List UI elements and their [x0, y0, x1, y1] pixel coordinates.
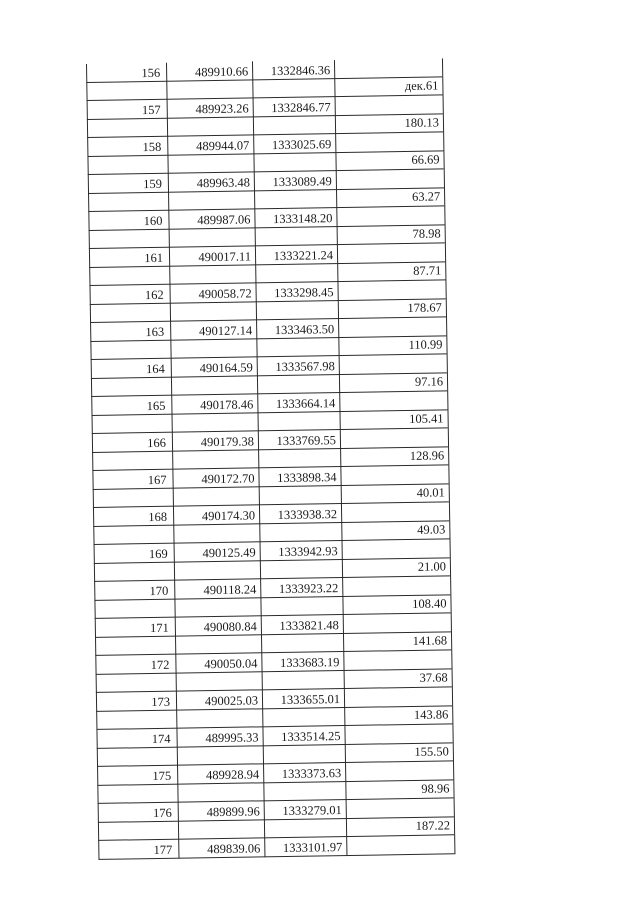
point-number [92, 451, 172, 470]
point-number [90, 340, 170, 359]
segment-length [339, 354, 447, 373]
segment-length: 63.27 [411, 188, 441, 204]
y-coordinate [255, 264, 337, 283]
segment-length: 108.40 [412, 595, 447, 611]
y-coordinate [257, 375, 339, 394]
x-coordinate [166, 80, 252, 99]
y-coordinate: 1333221.24 [273, 248, 334, 264]
point-number [89, 266, 169, 285]
segment-length [335, 132, 443, 151]
x-coordinate [177, 783, 263, 802]
y-coordinate: 1332846.36 [270, 63, 331, 79]
y-coordinate: 1333821.48 [279, 618, 339, 634]
x-coordinate [170, 339, 256, 358]
segment-length: 110.99 [408, 336, 443, 352]
y-coordinate: 1333089.49 [272, 174, 332, 190]
segment-length [336, 206, 444, 225]
segment-length [336, 169, 444, 188]
point-number: 162 [144, 287, 164, 303]
point-number: 157 [141, 102, 161, 118]
y-coordinate [262, 708, 344, 727]
x-coordinate [169, 228, 255, 247]
y-coordinate [253, 153, 335, 172]
point-number [96, 710, 176, 729]
segment-length [340, 428, 448, 447]
segment-length [337, 280, 445, 299]
x-coordinate: 490118.24 [203, 582, 257, 598]
point-number: 167 [147, 472, 167, 488]
x-coordinate: 490178.46 [200, 397, 254, 413]
x-coordinate [173, 524, 259, 543]
y-coordinate: 1333373.63 [281, 766, 342, 782]
y-coordinate: 1332846.77 [271, 100, 331, 116]
x-coordinate: 490080.84 [203, 619, 257, 635]
x-coordinate [167, 154, 253, 173]
y-coordinate: 1333938.32 [277, 507, 338, 523]
point-number [94, 562, 174, 581]
segment-length: 187.22 [415, 817, 451, 833]
x-coordinate [178, 820, 264, 839]
segment-length [344, 687, 452, 706]
y-coordinate [263, 782, 345, 801]
y-coordinate: 1333683.19 [279, 655, 340, 671]
y-coordinate [261, 634, 343, 653]
x-coordinate [171, 376, 257, 395]
y-coordinate [258, 449, 340, 468]
x-coordinate [174, 598, 260, 617]
x-coordinate [176, 672, 262, 691]
point-number: 168 [148, 509, 168, 525]
y-coordinate [263, 745, 345, 764]
segment-length [346, 835, 454, 854]
segment-length: 87.71 [413, 262, 442, 278]
point-number [92, 414, 172, 433]
segment-length: 97.16 [414, 373, 444, 389]
point-number: 175 [152, 768, 172, 784]
point-number [97, 747, 177, 766]
point-number [88, 192, 168, 211]
segment-length: дек.61 [404, 77, 439, 93]
segment-length [344, 724, 452, 743]
y-coordinate: 1333279.01 [282, 803, 342, 819]
y-coordinate [256, 338, 338, 357]
y-coordinate [255, 227, 337, 246]
y-coordinate [258, 412, 340, 431]
x-coordinate [176, 709, 262, 728]
x-coordinate [167, 117, 253, 136]
point-number: 174 [151, 731, 171, 747]
y-coordinate: 1333298.45 [274, 285, 334, 301]
point-number [87, 155, 167, 174]
point-number: 159 [143, 176, 163, 192]
point-number: 158 [142, 139, 162, 155]
segment-length [342, 539, 450, 558]
x-coordinate: 489995.33 [205, 730, 259, 746]
point-number: 166 [147, 435, 167, 451]
point-number [89, 229, 169, 248]
point-number [96, 673, 176, 692]
x-coordinate [172, 413, 258, 432]
segment-length [335, 95, 443, 114]
y-coordinate [260, 597, 342, 616]
y-coordinate: 1333567.98 [275, 359, 335, 375]
table-rows [86, 58, 454, 859]
point-number: 156 [141, 65, 161, 81]
x-coordinate: 490125.49 [202, 545, 256, 561]
segment-length: 66.69 [411, 151, 440, 167]
segment-length [345, 761, 453, 780]
point-number: 163 [145, 324, 165, 340]
segment-length: 141.68 [412, 632, 448, 648]
y-coordinate [254, 190, 336, 209]
segment-length: 105.41 [409, 410, 444, 426]
x-coordinate: 490017.11 [198, 249, 252, 265]
y-coordinate: 1333101.97 [282, 840, 343, 856]
x-coordinate [174, 561, 260, 580]
x-coordinate [177, 746, 263, 765]
segment-length: 40.01 [416, 484, 445, 500]
segment-length [343, 613, 451, 632]
x-coordinate: 489899.96 [206, 804, 260, 820]
x-coordinate [172, 450, 258, 469]
segment-length: 98.96 [421, 780, 450, 796]
y-coordinate [260, 560, 342, 579]
x-coordinate: 490058.72 [198, 286, 252, 302]
point-number: 161 [144, 250, 164, 266]
y-coordinate [264, 819, 346, 838]
point-number [90, 303, 170, 322]
segment-length [342, 576, 450, 595]
segment-length [346, 798, 454, 817]
x-coordinate: 490179.38 [200, 434, 255, 450]
point-number: 169 [148, 546, 168, 562]
x-coordinate: 490164.59 [199, 360, 253, 376]
x-coordinate: 489987.06 [197, 212, 251, 228]
x-coordinate [168, 191, 254, 210]
y-coordinate: 1333025.69 [271, 137, 332, 153]
segment-length: 21.00 [417, 558, 447, 574]
y-coordinate: 1333514.25 [281, 729, 341, 745]
point-number [97, 784, 177, 803]
x-coordinate: 490127.14 [198, 323, 253, 339]
point-number [87, 118, 167, 137]
y-coordinate: 1333148.20 [272, 211, 333, 227]
segment-length: 37.68 [419, 669, 448, 685]
segment-length [334, 58, 442, 77]
y-coordinate [259, 486, 341, 505]
x-coordinate [175, 635, 261, 654]
y-coordinate: 1333923.22 [278, 581, 339, 597]
x-coordinate: 489839.06 [207, 841, 261, 857]
segment-length: 155.50 [414, 743, 449, 759]
x-coordinate: 489963.48 [196, 175, 250, 191]
y-coordinate: 1333898.34 [277, 470, 337, 486]
y-coordinate [259, 523, 341, 542]
x-coordinate: 490025.03 [204, 693, 259, 709]
y-coordinate: 1333942.93 [278, 544, 338, 560]
point-number [93, 488, 173, 507]
segment-length: 49.03 [417, 521, 446, 537]
x-coordinate [173, 487, 259, 506]
point-number [98, 821, 178, 840]
x-coordinate: 490172.70 [201, 471, 255, 487]
point-number: 171 [150, 620, 169, 636]
point-number: 176 [152, 805, 172, 821]
y-coordinate: 1333655.01 [280, 692, 341, 708]
x-coordinate: 489910.66 [194, 64, 249, 80]
point-number: 172 [150, 657, 170, 673]
segment-length: 128.96 [409, 447, 445, 463]
segment-length: 178.67 [407, 299, 442, 315]
x-coordinate: 489944.07 [196, 138, 250, 154]
segment-length: 143.86 [413, 706, 449, 722]
segment-length [337, 243, 445, 262]
y-coordinate [262, 671, 344, 690]
y-coordinate [253, 116, 335, 135]
point-number [93, 525, 173, 544]
x-coordinate: 490050.04 [204, 656, 258, 672]
point-number [86, 81, 166, 100]
point-number: 164 [145, 361, 165, 377]
y-coordinate: 1333664.14 [275, 396, 336, 412]
y-coordinate [256, 301, 338, 320]
segment-length: 78.98 [412, 225, 441, 241]
point-number [91, 377, 171, 396]
point-number [95, 636, 175, 655]
x-coordinate [170, 302, 256, 321]
y-coordinate: 1333769.55 [276, 433, 337, 449]
coordinate-table [86, 58, 454, 859]
segment-length [343, 650, 451, 669]
point-number: 177 [153, 842, 173, 858]
point-number: 165 [146, 398, 166, 414]
point-number: 160 [143, 213, 163, 229]
x-coordinate [169, 265, 255, 284]
x-coordinate: 489923.26 [195, 101, 249, 117]
y-coordinate: 1333463.50 [274, 322, 335, 338]
segment-length [338, 317, 446, 336]
segment-length [341, 502, 449, 521]
segment-length [339, 391, 447, 410]
x-coordinate: 489928.94 [205, 767, 260, 783]
point-number [94, 599, 174, 618]
y-coordinate [252, 79, 334, 98]
point-number: 173 [151, 694, 171, 710]
segment-length [340, 465, 448, 484]
point-number: 170 [149, 583, 169, 599]
x-coordinate: 490174.30 [201, 508, 256, 524]
segment-length: 180.13 [404, 114, 440, 130]
